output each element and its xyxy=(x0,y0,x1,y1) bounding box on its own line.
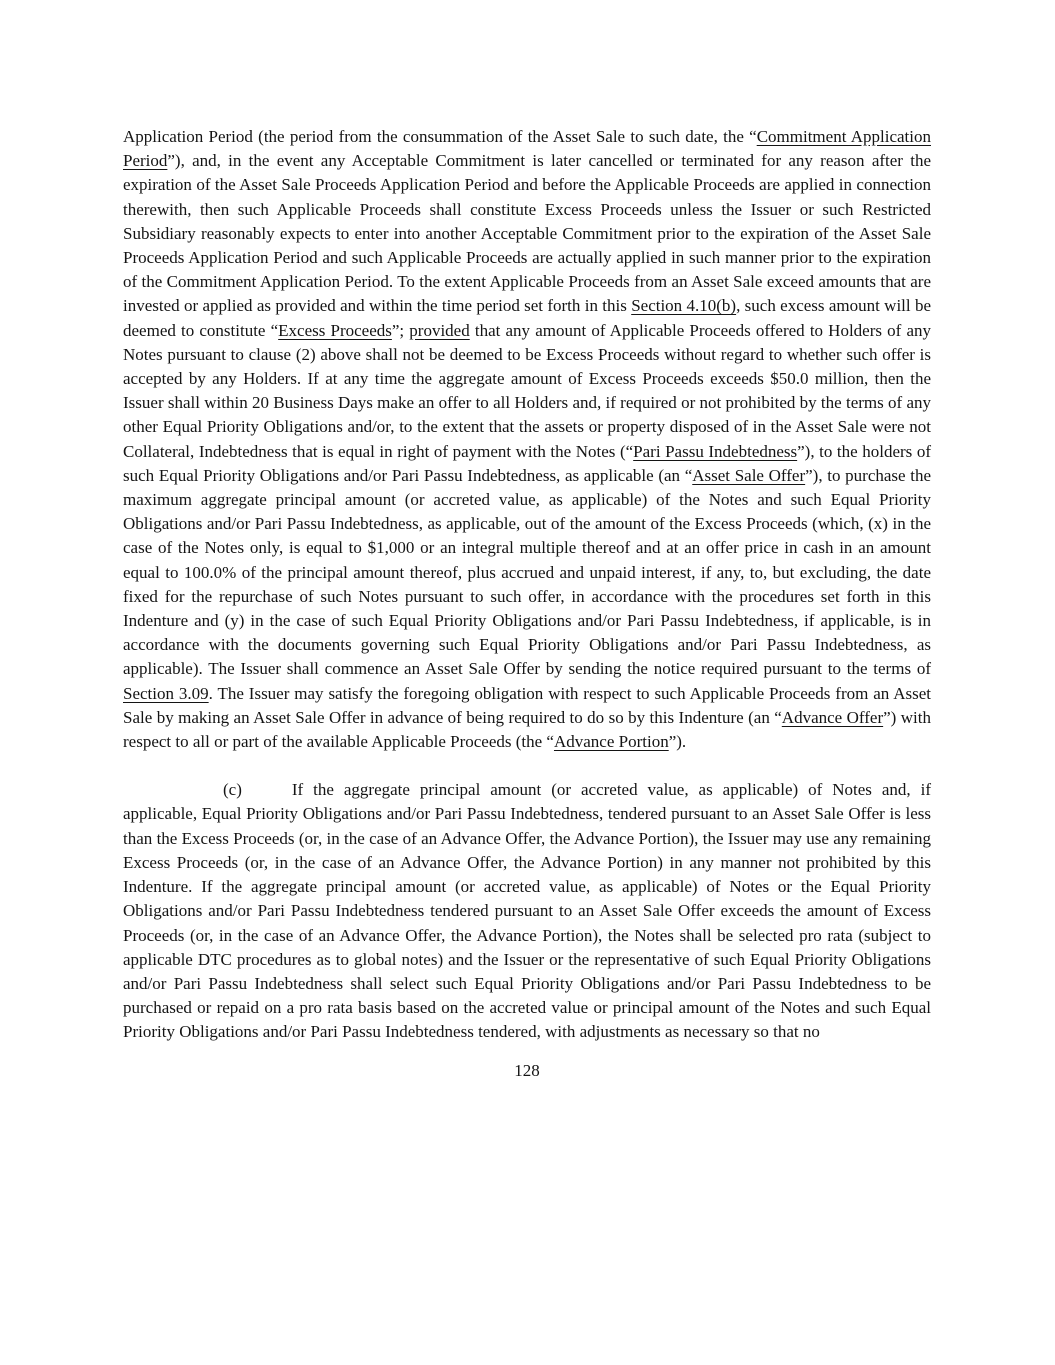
term-provided: provided xyxy=(409,320,470,340)
text-run: . The Issuer may satisfy the foregoing obligation with respect to such Applicable Proceeds from an Asset Sale by making an Asset Sale Offer in advance of being required to do so by this Indenture (an “ xyxy=(123,683,931,727)
term-advance-portion: Advance Portion xyxy=(553,732,669,752)
text-run: ”; xyxy=(391,320,410,340)
text-run: , such excess amount will be deemed to constitute “ xyxy=(123,296,932,340)
text-run: ”). xyxy=(668,732,687,752)
text-run: ”) with respect to all or part of the available Applicable Proceeds (the “ xyxy=(123,707,931,752)
text-run: Application Period (the period from the consummation of the Asset Sale to such date, the “ xyxy=(123,127,757,146)
text-run: ”), and, in the event any Acceptable Commitment is later cancelled or terminated for any reason after the expiration of the Asset Sale Proceeds Application Period and before the Applicable Proceeds are applied in connection therewith, then such Applicable Proceeds shall constitute Excess Proceeds unless the Issuer or such Restricted Subsidiary reasonably expects to enter into another Acceptable Commitment prior to the expiration of the Asset Sale Proceeds Application Period and such Applicable Proceeds are actually applied in such manner prior to the expiration of the Commitment Application Period. To the extent Applicable Proceeds from an Asset Sale exceed amounts that are invested or applied as provided and within the time period set forth in this xyxy=(123,151,931,316)
term-advance-offer: Advance Offer xyxy=(781,707,884,727)
text-run: ”), to the holders of such Equal Priority Obligations and/or Pari Passu Indebtedness, as applicable (an “ xyxy=(123,441,931,485)
text-run: If the aggregate principal amount (or accreted value, as applicable) of Notes and, if applicable, Equal Priority Obligations and/or Pari Passu Indebtedness, tendered pursuant to an Asset Sale Offer is less than the Excess Proceeds (or, in the case of an Advance Offer, the Advance Portion), the Issuer may use any remaining Excess Proceeds (or, in the case of an Advance Offer, the Advance Portion) in any manner not prohibited by this Indenture. If the aggregate principal amount (or accreted value, as applicable) of Notes or the Equal Priority Obligations and/or Pari Passu Indebtedness tendered pursuant to an Asset Sale Offer exceeds the amount of Excess Proceeds (or, in the case of an Advance Offer, the Advance Portion), the Notes shall be selected pro rata (subject to applicable DTC procedures as to global notes) and the Issuer or the representative of such Equal Priority Obligations and/or Pari Passu Indebtedness shall select such Equal Priority Obligations and/or Pari Passu Indebtedness to be purchased or repaid on a pro rata basis based on the accreted value or principal amount of the Notes and such Equal Priority Obligations and/or Pari Passu Indebtedness tendered, with adjustments as necessary so that no xyxy=(123,780,931,1042)
text-run: that any amount of Applicable Proceeds offered to Holders of any Notes pursuant to clause (2) above shall not be deemed to be Excess Proceeds without regard to whether such offer is accepted by any Holders. If at any time the aggregate amount of Excess Proceeds exceeds $50.0 million, then the Issuer shall within 20 Business Days make an offer to all Holders and, if required or not prohibited by the terms of any other Equal Priority Obligations and/or, to the extent that the assets or property disposed of in the Asset Sale were not Collateral, Indebtedness that is equal in right of payment with the Notes (“ xyxy=(123,320,931,461)
paragraph-asset-sale-continuation xyxy=(123,125,931,754)
term-excess-proceeds: Excess Proceeds xyxy=(278,320,392,340)
term-asset-sale-offer: Asset Sale Offer xyxy=(692,465,806,485)
term-pari-passu-indebtedness: Pari Passu Indebtedness xyxy=(633,441,798,461)
page-number: 128 xyxy=(514,1060,540,1080)
page-footer xyxy=(123,1059,931,1083)
paragraph-c xyxy=(123,778,931,1044)
xref-section-4-10-b: Section 4.10(b) xyxy=(631,296,737,316)
term-commitment-application-period: Commitment Application Period xyxy=(123,127,931,171)
text-run: ”), to purchase the maximum aggregate principal amount (or accreted value, as applicable) of the Notes and such Equal Priority Obligations and/or Pari Passu Indebtedness, as applicable, out of the amount of the Excess Proceeds (which, (x) in the case of the Notes only, is equal to $1,000 or an integral multiple thereof and at an offer price in cash in an amount equal to 100.0% of the principal amount thereof, plus accrued and unpaid interest, if any, to, but excluding, the date fixed for the repurchase of such Notes pursuant to such offer, in accordance with the procedures set forth in this Indenture and (y) in the case of such Equal Priority Obligations and/or Pari Passu Indebtedness, if applicable, is in accordance with the documents governing such Equal Priority Obligations and/or Pari Passu Indebtedness, as applicable). The Issuer shall commence an Asset Sale Offer by sending the notice required pursuant to the terms of xyxy=(123,465,932,679)
clause-label: (c) xyxy=(223,780,242,800)
xref-section-3-09: Section 3.09 xyxy=(123,683,209,703)
